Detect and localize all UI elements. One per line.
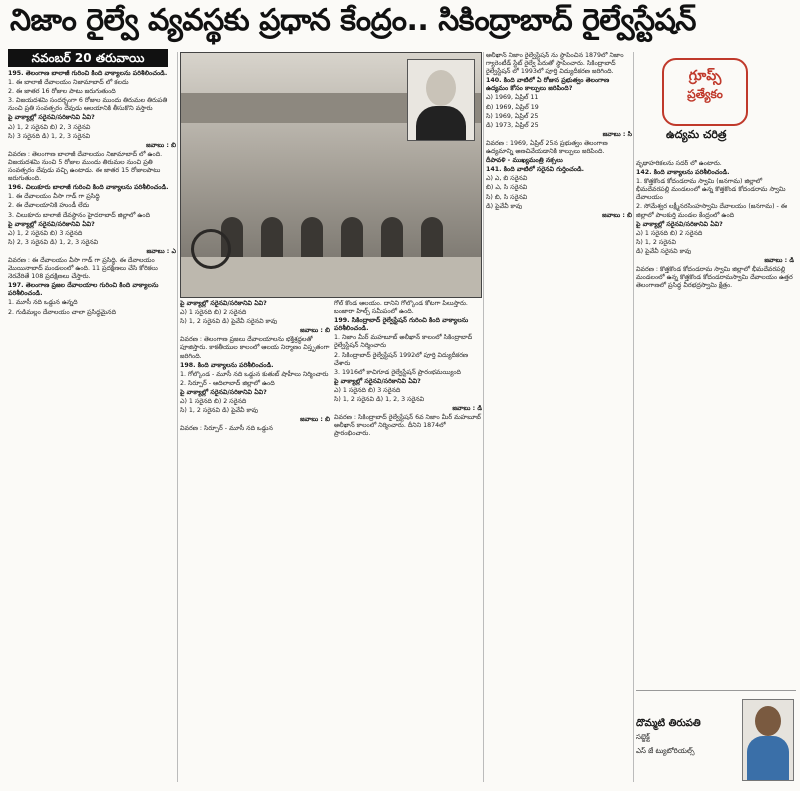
explanation: వివరణ : 1969, ఏప్రిల్ 25న ప్రభుత్వం తెలంగాణ ఉద్యమాన్ని అణచివేయడానికి కాల్పులు జరిపింది. bbox=[486, 139, 608, 156]
question-text: 196. చిలుకూరు బాలాజీ గురించి కింది వాక్యాలను పరిశీలించండి. bbox=[8, 184, 169, 192]
answer-choices: సి) 1, 2 సరైనవి డి) పైవేవీ సరైనవి కావు bbox=[180, 318, 278, 326]
option-text: 3. 1916లో కాచిగూడ రైల్వేస్టేషన్ ప్రారంభమయ్యింది bbox=[334, 368, 461, 376]
author-org: ఎస్ జే ట్యుటోరియల్స్ bbox=[636, 747, 695, 755]
explanation: అలీఖాన్ నిజాం రైల్వేస్టేషన్ ను స్థాపించిన 1879లో నిజాం గ్యారెంటీడ్ స్టేట్ రైల్వే పేరుతో స్థాపించారు. సికింద్రాబాద్ రైల్వేస్టేషన్ లో 1993లో పూర్తి విద్యుదీకరణ జరిగింది. bbox=[486, 52, 624, 76]
option-text: 3. విజయదశమి సందర్భంగా 6 రోజుల ముందు తిరుమల తిరుపతి నుంచి ప్రతి సంవత్సరం దేవుడు ఆలయానికి తీసుకొని వస్తారు bbox=[8, 97, 168, 113]
question-prompt: పై వాక్యాల్లో సరైనవి/సరికానివి ఏవి? bbox=[636, 220, 723, 228]
option-text: 1. మూసీ నది ఒడ్డున ఉన్నది bbox=[8, 299, 78, 307]
answer-choices: ఎ) 1969, ఏప్రిల్ 11 bbox=[486, 94, 539, 102]
explanation: వివరణ : సికింద్రాబాద్ రైల్వేస్టేషన్ 6వ నిజాం మీర్ మహబూబ్ అలీఖాన్ కాలంలో నిర్మించారు. దీనిని 1874లో ప్రారంభించారు. bbox=[334, 414, 481, 438]
answer-choices: బి) ఎ, సి సరైనవి bbox=[486, 184, 528, 192]
column-2 bbox=[180, 300, 330, 782]
question-text: 197. తెలంగాణ ప్రజల దేవాలయాల గురించి కింది వాక్యాలను పరిశీలించండి. bbox=[8, 282, 159, 298]
explanation: వివరణ : సిర్పూర్ - మూసీ నది ఒడ్డున bbox=[180, 425, 273, 433]
explanation: వివరణ : తెలంగాణ ప్రజలు దేవాలయాలను భక్తిశ్రద్ధలతో పూజిస్తారు. కాకతీయుల కాలంలో ఆలయ నిర్మాణం విస్తృతంగా జరిగింది. bbox=[180, 336, 330, 360]
author-avatar bbox=[742, 699, 794, 781]
explanation: వివరణ : ఈ దేవాలయం వీసా గాడ్ గా ప్రసిద్ధి. ఈ దేవాలయం మొయినాబాద్ మండలంలో ఉంది. 11 ప్రదక్షిణలు చేసి కోరికలు నెరవేరితే 108 ప్రదక్షిణలు చేస్తారు. bbox=[8, 256, 158, 281]
answer-choices: ఎ) 1 సరైనది బి) 2 సరైనది bbox=[180, 398, 247, 406]
answer-choices: బి) 1969, ఏప్రిల్ 19 bbox=[486, 103, 539, 111]
groups-special-badge bbox=[662, 58, 748, 126]
answer-key: జవాబు : బి bbox=[300, 416, 330, 424]
date-bar: నవంబర్ 20 తరువాయి bbox=[8, 49, 168, 67]
question-text: 195. తెలంగాణ బాలాజీ గురించి కింది వాక్యాలను పరిశీలించండి. bbox=[8, 70, 168, 77]
author-role: సబ్జెక్ట్ bbox=[636, 733, 650, 741]
author-name: దొమ్మటి తిరుపతి bbox=[636, 718, 701, 729]
explanation: వివరణ : తెలంగాణ బాలాజీ దేవాలయం నిజామాబాద్ లో ఉంది. విజయదశమి నుంచి 5 రోజుల ముందు తిరుమల నుంచి ప్రతి సంవత్సరం దేవుడు వచ్చి ఉంటాడు. ఈ జాతర 15 రోజులపాటు జరుగుతుంది. bbox=[8, 150, 163, 183]
answer-choices: ఎ) 1 సరైనది బి) 2 సరైనది bbox=[180, 309, 247, 317]
column-divider bbox=[633, 52, 634, 782]
question-prompt: పై వాక్యాల్లో సరైనవి/సరికానివి ఏవి? bbox=[180, 300, 267, 307]
answer-choices: డి) పైవేవీ సరైనవి కావు bbox=[636, 247, 692, 255]
answer-key: జవాబు : బి bbox=[146, 141, 176, 149]
question-prompt: పై వాక్యాల్లో సరైనవి/సరికానివి ఏవి? bbox=[8, 114, 95, 122]
question-text: 198. కింది వాక్యాలను పరిశీలించండి. bbox=[180, 361, 274, 369]
answer-choices: సి) 1, 2 సరైనవి bbox=[636, 238, 676, 246]
question-prompt: పై వాక్యాల్లో సరైనవి/సరికానివి ఏవి? bbox=[8, 220, 95, 228]
answer-choices: డి) 1973, ఏప్రిల్ 25 bbox=[486, 121, 539, 129]
answer-choices: ఎ) ఎ, బి సరైనవి bbox=[486, 175, 528, 183]
badge-line-1: గ్రూప్స్ bbox=[688, 68, 722, 84]
answer-key: జవాబు : డి bbox=[452, 405, 482, 413]
option-text: 1. ఈ బాలాజీ దేవాలయం నిజామాబాద్ లో కలదు bbox=[8, 79, 129, 87]
option-text: 1. ఈ దేవాలయం వీసా గాడ్ గా ప్రసిద్ధి bbox=[8, 193, 100, 201]
question-prompt: పై వాక్యాల్లో సరైనవి/సరికానివి ఏవి? bbox=[180, 388, 267, 396]
question-text: 141. కింది వాటిలో సరైనవి గుర్తించండి. bbox=[486, 166, 585, 174]
badge-line-2: ప్రత్యేకం bbox=[687, 87, 723, 101]
nizam-portrait bbox=[407, 59, 475, 141]
answer-choices: సి) బి, సి సరైనవి bbox=[486, 193, 528, 201]
author-box bbox=[636, 690, 796, 787]
option-text: 2. సోమేశ్వర లక్ష్మీనరసింహస్వామి దేవాలయం (జనగామ) - ఈ జిల్లాలో పాలకుర్తి మండల కేంద్రంలో ఉంది bbox=[636, 203, 788, 219]
subheading: దీపావళి - ముఖ్యమంత్రి నక్సలు bbox=[486, 157, 563, 165]
option-text: 2. ఈ జాతర 16 రోజుల పాటు జరుగుతుంది bbox=[8, 88, 116, 96]
cart-wheel-icon bbox=[191, 229, 231, 269]
answer-choices: సి) 2, 3 సరైనవి డి) 1, 2, 3 సరైనవి bbox=[8, 238, 99, 246]
option-text: 1. నిజాం మీర్ మహబూబ్ అలీఖాన్ కాలంలో సికింద్రాబాద్ రైల్వేస్టేషన్ నిర్మించారు bbox=[334, 334, 473, 350]
answer-choices: డి) పైవేవీ కావు bbox=[486, 202, 523, 210]
answer-key: జవాబు : ఎ bbox=[146, 247, 176, 255]
option-text: 1. కొత్తకొండ కోదండరామ స్వామి (జనగామ) జిల్లాలో భీమదేవరపల్లి మండలంలో ఉన్న కొత్తకొండ కోదండరామ స్వామి దేవాలయం bbox=[636, 178, 786, 202]
question-text: 199. సికింద్రాబాద్ రైల్వేస్టేషన్ గురించి కింది వాక్యాలను పరిశీలించండి. bbox=[334, 317, 469, 333]
answer-key: జవాబు : డి bbox=[764, 257, 794, 265]
answer-choices: ఎ) 1, 2 సరైనవి బి) 2, 3 సరైనవి bbox=[8, 123, 91, 131]
column-5 bbox=[636, 160, 794, 680]
option-text: 2. గుడిమల్లం దేవాలయం చాలా ప్రసిద్ధమైనది bbox=[8, 308, 117, 316]
answer-choices: ఎ) 1 సరైనది బి) 2 సరైనది bbox=[636, 229, 703, 237]
column-1 bbox=[8, 70, 176, 782]
explanation: వివరణ : కొత్తకొండ కోదండరామ స్వామి జిల్లాలో భీమదేవరపల్లి మండలంలో ఉన్న కొత్తకొండ కోదండరామస్వామి దేవాలయం ఉత్తర తెలంగాణలో ప్రసిద్ధ వీరభద్రస్వామి క్షేత్రం. bbox=[636, 266, 793, 290]
answer-key: జవాబు : బి bbox=[602, 211, 632, 219]
column-divider bbox=[483, 52, 484, 782]
explanation: వృథాహరికలను సదర్ లో ఉంటారు. bbox=[636, 160, 722, 167]
option-text: 2. సిర్పూర్ - ఆదిలాబాద్ జిల్లాలో ఉంది bbox=[180, 379, 275, 387]
option-text: 2. సికింద్రాబాద్ రైల్వేస్టేషన్ 1992లో పూర్తి విద్యుదీకరణ చేశారు bbox=[334, 351, 469, 367]
section-tag: ఉద్యమ చరిత్ర bbox=[666, 128, 727, 141]
answer-choices: ఎ) 1 సరైనది బి) 3 సరైనది bbox=[334, 386, 401, 394]
headline: నిజాం రైల్వే వ్యవస్థకు ప్రధాన కేంద్రం.. సికింద్రాబాద్ రైల్వేస్టేషన్ bbox=[10, 3, 696, 38]
column-3 bbox=[334, 300, 482, 782]
answer-key: జవాబు : సి bbox=[602, 130, 632, 138]
answer-choices: సి) 3 సరైనది డి) 1, 2, 3 సరైనవి bbox=[8, 132, 91, 140]
answer-choices: సి) 1969, ఏప్రిల్ 25 bbox=[486, 112, 539, 120]
answer-choices: సి) 1, 2 సరైనవి డి) 1, 2, 3 సరైనవి bbox=[334, 396, 425, 404]
page-header bbox=[0, 0, 800, 50]
option-text: 2. ఈ దేవాలయానికి హుండీ లేదు bbox=[8, 202, 90, 210]
column-4 bbox=[486, 52, 632, 782]
question-text: 142. కింది వాక్యాలను పరిశీలించండి. bbox=[636, 169, 730, 177]
answer-choices: ఎ) 1, 2 సరైనవి బి) 3 సరైనది bbox=[8, 229, 83, 237]
column-divider bbox=[177, 52, 178, 782]
option-text: 3. చిలుకూరు బాలాజీ దేవస్థానం హైదరాబాద్ జిల్లాలో ఉంది bbox=[8, 211, 151, 219]
answer-choices: సి) 1, 2 సరైనవి డి) పైవేవీ కావు bbox=[180, 407, 259, 415]
option-text: 1. గోల్కొండ - మూసీ నది ఒడ్డున కుతుబ్ షాహీలు నిర్మించారు bbox=[180, 370, 329, 378]
question-prompt: పై వాక్యాల్లో సరైనవి/సరికానివి ఏవి? bbox=[334, 377, 421, 385]
question-text: 140. కింది వాటిలో ఏ రోజున ప్రభుత్వం తెలంగాణ ఉద్యమం కోసం కాల్పులు జరిపింది? bbox=[486, 77, 610, 93]
explanation: గోల్ కొండ ఆలయం. దానిని గోల్కొండ కోటగా పిలుస్తారు. బంజారా హిల్స్ సమీపంలో ఉంది. bbox=[334, 300, 468, 316]
answer-key: జవాబు : బి bbox=[300, 327, 330, 335]
station-photo bbox=[180, 52, 482, 298]
